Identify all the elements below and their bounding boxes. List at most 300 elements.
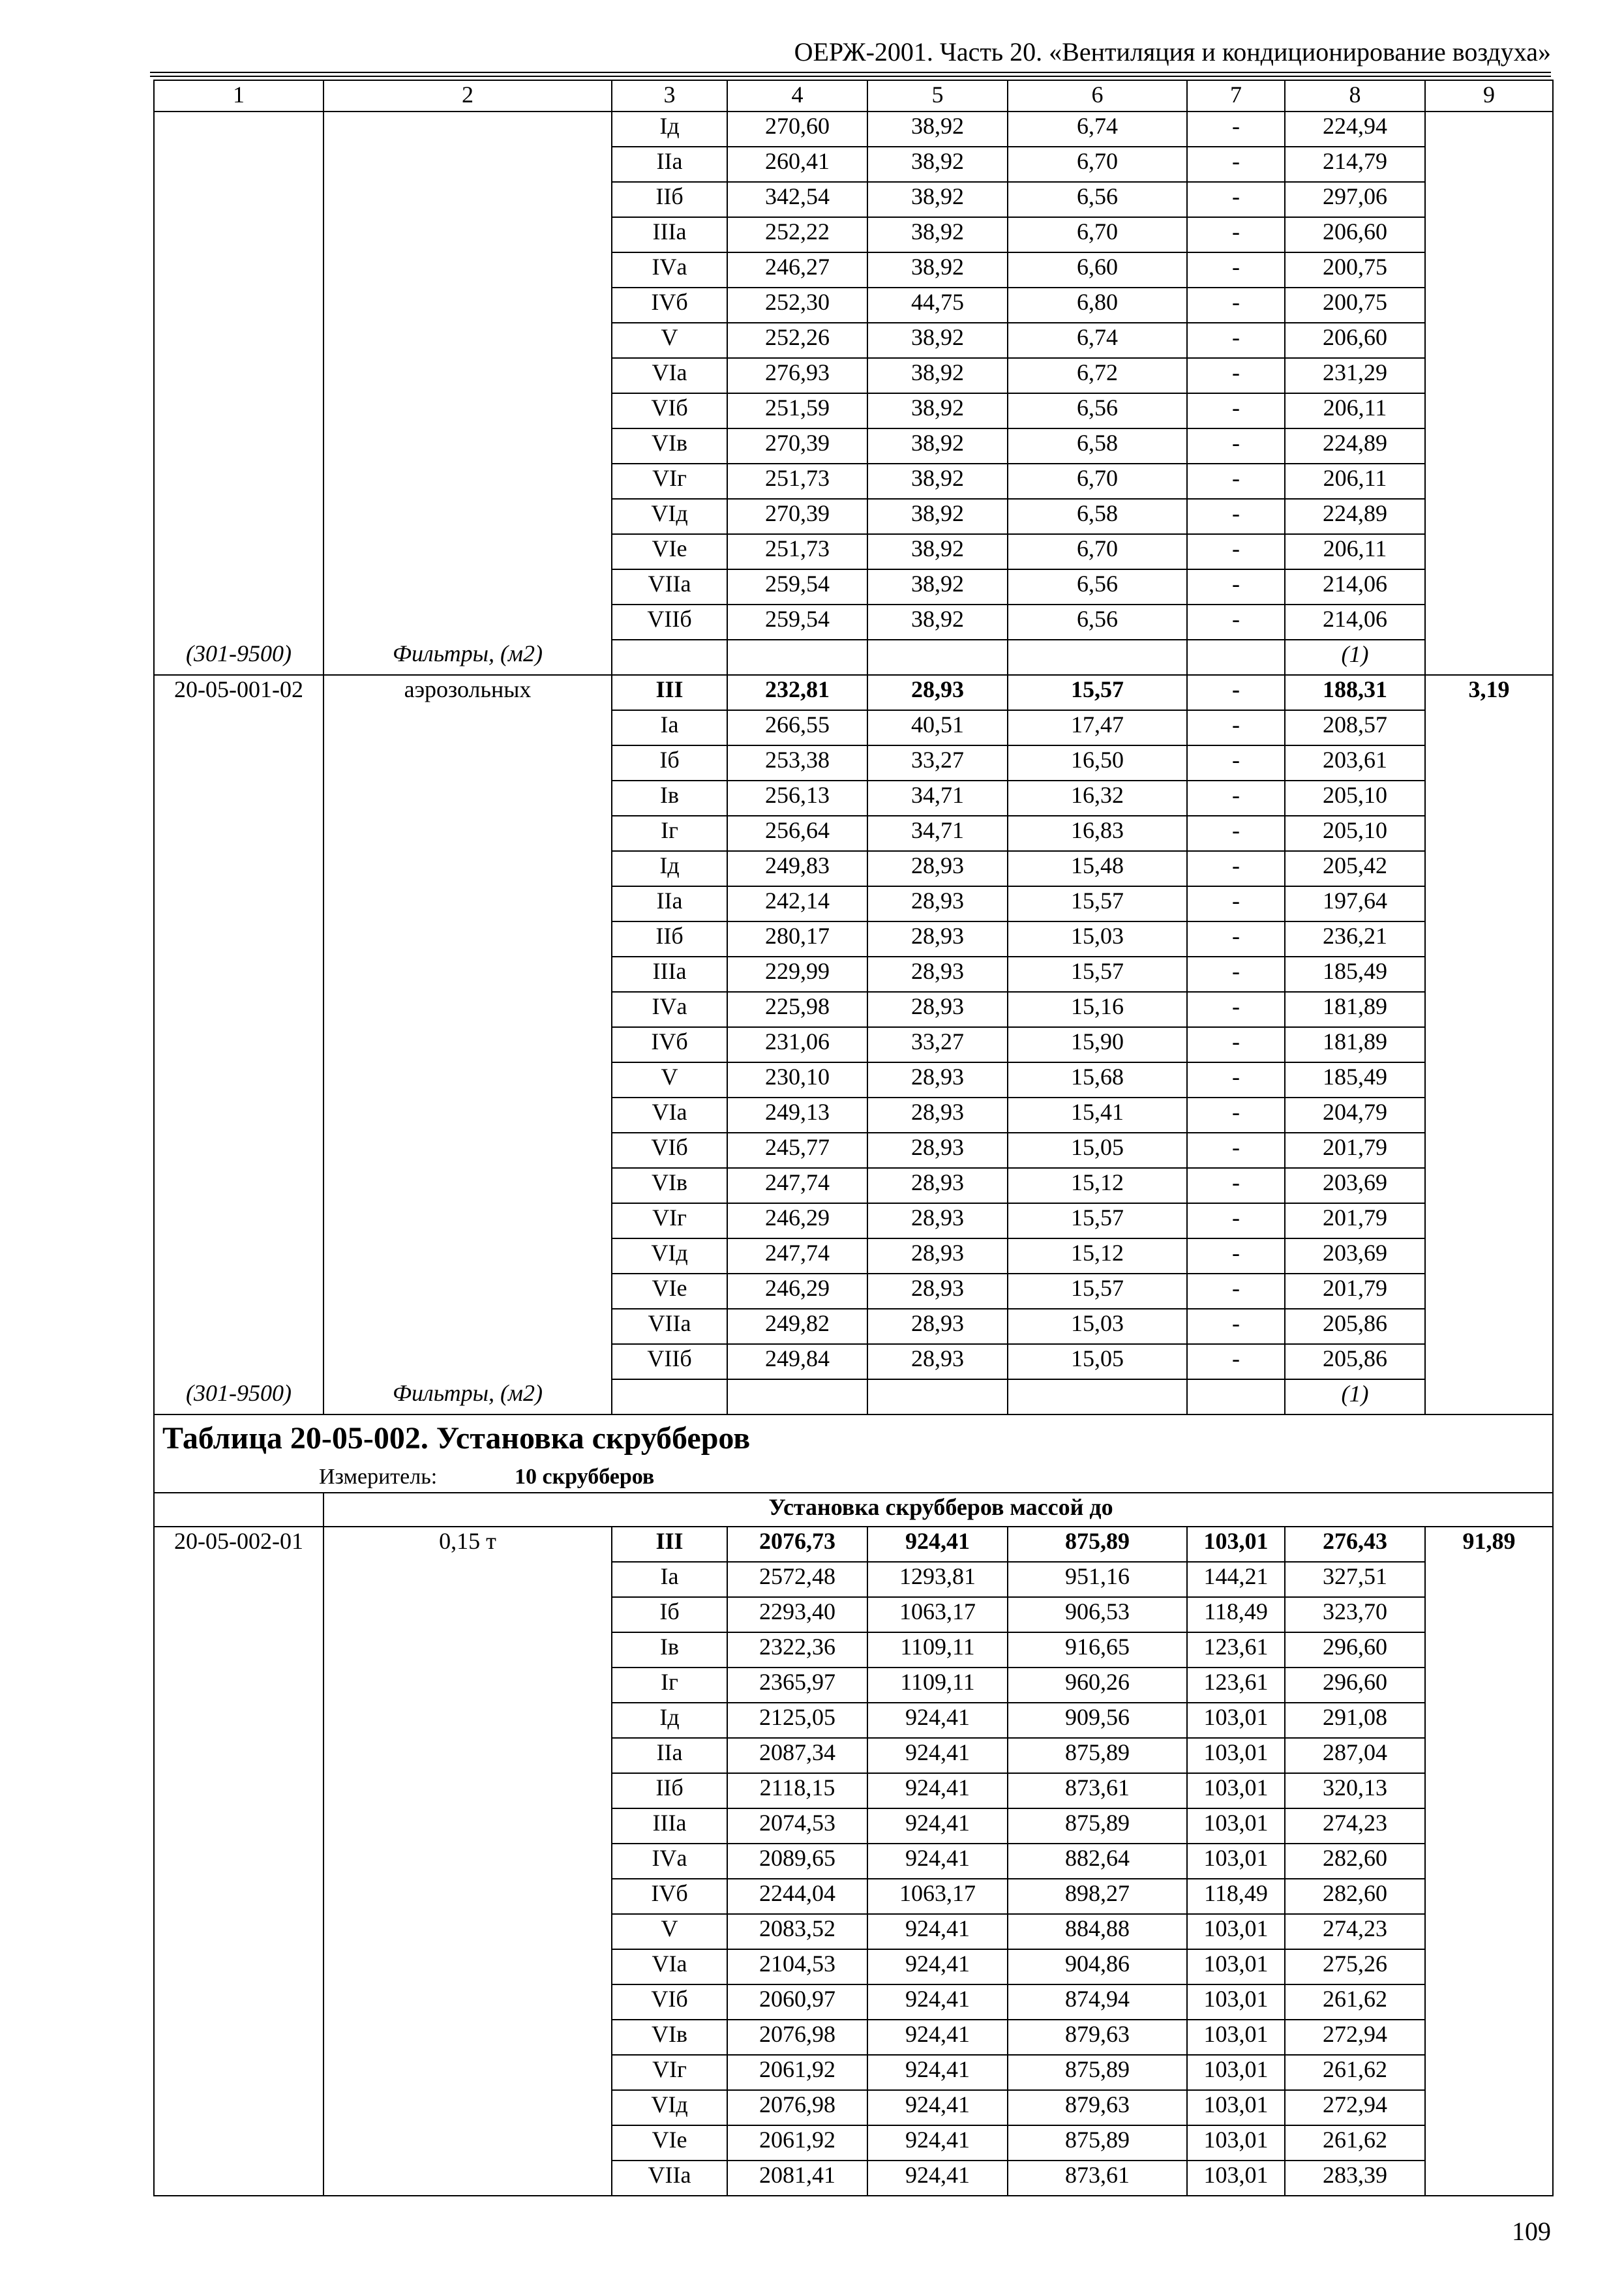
name-cell: аэрозольных <box>323 675 612 710</box>
wages-cell: 38,92 <box>867 569 1008 605</box>
zone-cell: Iд <box>612 1703 727 1738</box>
zone-cell: VIе <box>612 2125 727 2161</box>
name-cell <box>323 1738 612 1773</box>
machinist-wages-cell: - <box>1187 886 1285 921</box>
machinist-wages-cell: - <box>1187 992 1285 1027</box>
machines-cell: 875,89 <box>1008 2055 1187 2090</box>
name-cell <box>323 1274 612 1309</box>
zone-cell: Iб <box>612 1597 727 1632</box>
wages-cell: 38,92 <box>867 323 1008 358</box>
zone-cell: VIIа <box>612 1309 727 1344</box>
labor-cell <box>1425 1098 1553 1133</box>
machinist-wages-cell: - <box>1187 358 1285 393</box>
code-cell <box>154 2125 323 2161</box>
machines-cell: 875,89 <box>1008 1808 1187 1844</box>
machines-cell: 906,53 <box>1008 1597 1187 1632</box>
table-row <box>154 851 1553 886</box>
wages-cell: 28,93 <box>867 921 1008 957</box>
machines-cell: 15,57 <box>1008 886 1187 921</box>
machinist-wages-cell: - <box>1187 534 1285 569</box>
zone-cell: VIв <box>612 1168 727 1203</box>
name-cell <box>323 1062 612 1098</box>
column-number: 2 <box>323 80 612 112</box>
labor-cell: 91,89 <box>1425 1527 1553 1562</box>
materials-cell: 282,60 <box>1285 1844 1425 1879</box>
wages-cell: 924,41 <box>867 1527 1008 1562</box>
empty-cell <box>867 640 1008 675</box>
wages-cell: 924,41 <box>867 1949 1008 1984</box>
cost-total-cell: 2118,15 <box>727 1773 867 1808</box>
zone-cell: Iа <box>612 710 727 745</box>
name-cell <box>323 816 612 851</box>
code-cell <box>154 921 323 957</box>
materials-cell: 185,49 <box>1285 1062 1425 1098</box>
labor-cell <box>1425 1773 1553 1808</box>
column-number: 5 <box>867 80 1008 112</box>
code-cell <box>154 112 323 147</box>
materials-cell: 206,11 <box>1285 534 1425 569</box>
wages-cell: 1109,11 <box>867 1668 1008 1703</box>
machinist-wages-cell: - <box>1187 217 1285 252</box>
code-cell <box>154 816 323 851</box>
wages-cell: 924,41 <box>867 1984 1008 2020</box>
cost-total-cell: 256,13 <box>727 781 867 816</box>
wages-cell: 924,41 <box>867 2125 1008 2161</box>
machines-cell: 904,86 <box>1008 1949 1187 1984</box>
machinist-wages-cell: - <box>1187 1238 1285 1274</box>
materials-cell: 205,10 <box>1285 781 1425 816</box>
machinist-wages-cell: - <box>1187 569 1285 605</box>
table-row <box>154 1527 1553 1562</box>
table-row <box>154 1027 1553 1062</box>
table-row <box>154 2125 1553 2161</box>
machines-cell: 909,56 <box>1008 1703 1187 1738</box>
labor-cell <box>1425 217 1553 252</box>
zone-cell: VIд <box>612 499 727 534</box>
table-body <box>154 80 1553 2196</box>
wages-cell: 1293,81 <box>867 1562 1008 1597</box>
materials-cell: 327,51 <box>1285 1562 1425 1597</box>
machines-cell: 15,57 <box>1008 957 1187 992</box>
machinist-wages-cell: - <box>1187 675 1285 710</box>
table-row <box>154 1879 1553 1914</box>
labor-cell <box>1425 1062 1553 1098</box>
machinist-wages-cell: - <box>1187 957 1285 992</box>
name-cell <box>323 428 612 464</box>
cost-total-cell: 230,10 <box>727 1062 867 1098</box>
wages-cell: 924,41 <box>867 2161 1008 2196</box>
machinist-wages-cell: - <box>1187 605 1285 640</box>
machines-cell: 6,72 <box>1008 358 1187 393</box>
materials-cell: 261,62 <box>1285 2125 1425 2161</box>
code-cell <box>154 2161 323 2196</box>
table-title-cell <box>154 1414 1553 1493</box>
name-cell <box>323 1133 612 1168</box>
materials-cell: 224,89 <box>1285 499 1425 534</box>
cost-total-cell: 252,26 <box>727 323 867 358</box>
cost-total-cell: 249,84 <box>727 1344 867 1379</box>
meter-value: 10 скрубберов <box>515 1465 655 1489</box>
zone-cell: VIIб <box>612 605 727 640</box>
machinist-wages-cell: 103,01 <box>1187 1527 1285 1562</box>
zone-cell: IIIа <box>612 217 727 252</box>
name-cell <box>323 217 612 252</box>
code-cell <box>154 1949 323 1984</box>
table-row <box>154 1597 1553 1632</box>
wages-cell: 33,27 <box>867 1027 1008 1062</box>
name-cell <box>323 288 612 323</box>
cost-total-cell: 2060,97 <box>727 1984 867 2020</box>
zone-cell: V <box>612 323 727 358</box>
machinist-wages-cell: - <box>1187 393 1285 428</box>
zone-cell: IIб <box>612 921 727 957</box>
zone-cell: VIе <box>612 1274 727 1309</box>
code-cell <box>154 288 323 323</box>
labor-cell: 3,19 <box>1425 675 1553 710</box>
zone-cell: III <box>612 1527 727 1562</box>
cost-total-cell: 2076,98 <box>727 2020 867 2055</box>
zone-cell: VIа <box>612 358 727 393</box>
zone-cell: Iв <box>612 1632 727 1668</box>
materials-cell: 197,64 <box>1285 886 1425 921</box>
labor-cell <box>1425 1984 1553 2020</box>
column-number-row <box>154 80 1553 112</box>
name-cell <box>323 745 612 781</box>
table-row <box>154 2020 1553 2055</box>
materials-cell: 323,70 <box>1285 1597 1425 1632</box>
table-row <box>154 147 1553 182</box>
wages-cell: 44,75 <box>867 288 1008 323</box>
machinist-wages-cell: 103,01 <box>1187 2090 1285 2125</box>
name-cell <box>323 1562 612 1597</box>
machinist-wages-cell: - <box>1187 499 1285 534</box>
wages-cell: 38,92 <box>867 605 1008 640</box>
zone-cell: VIIа <box>612 569 727 605</box>
materials-cell: 275,26 <box>1285 1949 1425 1984</box>
machines-cell: 6,70 <box>1008 534 1187 569</box>
machines-cell: 6,70 <box>1008 147 1187 182</box>
cost-total-cell: 260,41 <box>727 147 867 182</box>
table-row <box>154 252 1553 288</box>
labor-cell <box>1425 2020 1553 2055</box>
name-cell <box>323 1808 612 1844</box>
table-title-row <box>154 1414 1553 1493</box>
materials-cell: 231,29 <box>1285 358 1425 393</box>
labor-cell <box>1425 921 1553 957</box>
labor-cell <box>1425 2161 1553 2196</box>
cost-total-cell: 2083,52 <box>727 1914 867 1949</box>
machinist-wages-cell: - <box>1187 252 1285 288</box>
wages-cell: 38,92 <box>867 464 1008 499</box>
machinist-wages-cell: 123,61 <box>1187 1668 1285 1703</box>
materials-cell: 201,79 <box>1285 1274 1425 1309</box>
materials-cell: 236,21 <box>1285 921 1425 957</box>
table-row <box>154 217 1553 252</box>
machines-cell: 6,60 <box>1008 252 1187 288</box>
materials-cell: 203,61 <box>1285 745 1425 781</box>
cost-total-cell: 256,64 <box>727 816 867 851</box>
zone-cell: VIа <box>612 1949 727 1984</box>
labor-cell <box>1425 816 1553 851</box>
code-cell <box>154 252 323 288</box>
machines-cell: 15,57 <box>1008 675 1187 710</box>
machines-cell: 15,16 <box>1008 992 1187 1027</box>
empty-cell <box>1425 640 1553 675</box>
cost-total-cell: 225,98 <box>727 992 867 1027</box>
labor-cell <box>1425 2090 1553 2125</box>
wages-cell: 924,41 <box>867 1808 1008 1844</box>
wages-cell: 28,93 <box>867 992 1008 1027</box>
machines-cell: 873,61 <box>1008 1773 1187 1808</box>
materials-cell: 181,89 <box>1285 992 1425 1027</box>
code-cell <box>154 605 323 640</box>
code-cell <box>154 1274 323 1309</box>
materials-cell: 283,39 <box>1285 2161 1425 2196</box>
labor-cell <box>1425 710 1553 745</box>
code-cell <box>154 1703 323 1738</box>
machinist-wages-cell: 103,01 <box>1187 2161 1285 2196</box>
materials-cell: 272,94 <box>1285 2090 1425 2125</box>
materials-cell: 261,62 <box>1285 2055 1425 2090</box>
header-rule <box>150 72 1551 77</box>
machines-cell: 6,56 <box>1008 393 1187 428</box>
wages-cell: 38,92 <box>867 112 1008 147</box>
unit-code-cell: (301-9500) <box>154 1379 323 1414</box>
machinist-wages-cell: 103,01 <box>1187 1703 1285 1738</box>
machines-cell: 15,12 <box>1008 1168 1187 1203</box>
zone-cell: IVб <box>612 1879 727 1914</box>
name-cell <box>323 957 612 992</box>
name-cell <box>323 534 612 569</box>
table-row <box>154 1309 1553 1344</box>
code-cell <box>154 1133 323 1168</box>
column-number: 1 <box>154 80 323 112</box>
labor-cell <box>1425 2125 1553 2161</box>
materials-cell: 206,11 <box>1285 393 1425 428</box>
machines-cell: 15,57 <box>1008 1274 1187 1309</box>
meter-label: Измеритель: <box>319 1465 438 1489</box>
cost-total-cell: 245,77 <box>727 1133 867 1168</box>
name-cell <box>323 569 612 605</box>
cost-total-cell: 246,27 <box>727 252 867 288</box>
machines-cell: 15,05 <box>1008 1133 1187 1168</box>
code-cell <box>154 2090 323 2125</box>
labor-cell <box>1425 393 1553 428</box>
machinist-wages-cell: - <box>1187 1062 1285 1098</box>
cost-total-cell: 2293,40 <box>727 1597 867 1632</box>
machinist-wages-cell: 103,01 <box>1187 1773 1285 1808</box>
labor-cell <box>1425 534 1553 569</box>
zone-cell: Iг <box>612 1668 727 1703</box>
cost-total-cell: 249,13 <box>727 1098 867 1133</box>
table-row <box>154 1098 1553 1133</box>
name-cell <box>323 886 612 921</box>
machinist-wages-cell: - <box>1187 428 1285 464</box>
wages-cell: 28,93 <box>867 886 1008 921</box>
labor-cell <box>1425 886 1553 921</box>
cost-total-cell: 242,14 <box>727 886 867 921</box>
cost-total-cell: 342,54 <box>727 182 867 217</box>
zone-cell: IVб <box>612 288 727 323</box>
code-cell <box>154 1984 323 2020</box>
machines-cell: 6,80 <box>1008 288 1187 323</box>
machinist-wages-cell: - <box>1187 288 1285 323</box>
machines-cell: 17,47 <box>1008 710 1187 745</box>
name-cell <box>323 1027 612 1062</box>
cost-total-cell: 2087,34 <box>727 1738 867 1773</box>
labor-cell <box>1425 992 1553 1027</box>
name-cell <box>323 1309 612 1344</box>
machinist-wages-cell: - <box>1187 464 1285 499</box>
machinist-wages-cell: 103,01 <box>1187 1914 1285 1949</box>
code-cell <box>154 182 323 217</box>
machinist-wages-cell: 118,49 <box>1187 1879 1285 1914</box>
machines-cell: 875,89 <box>1008 1527 1187 1562</box>
table-row <box>154 1632 1553 1668</box>
unit-row <box>154 1379 1553 1414</box>
materials-cell: 287,04 <box>1285 1738 1425 1773</box>
code-cell <box>154 1062 323 1098</box>
empty-cell <box>1187 1379 1285 1414</box>
wages-cell: 34,71 <box>867 816 1008 851</box>
labor-cell <box>1425 1808 1553 1844</box>
zone-cell: IIIа <box>612 1808 727 1844</box>
cost-total-cell: 249,82 <box>727 1309 867 1344</box>
zone-cell: Iб <box>612 745 727 781</box>
code-cell <box>154 217 323 252</box>
labor-cell <box>1425 1562 1553 1597</box>
table-row <box>154 534 1553 569</box>
machinist-wages-cell: 103,01 <box>1187 1844 1285 1879</box>
cost-total-cell: 247,74 <box>727 1168 867 1203</box>
machines-cell: 15,90 <box>1008 1027 1187 1062</box>
table-row <box>154 393 1553 428</box>
materials-cell: 205,86 <box>1285 1344 1425 1379</box>
materials-cell: 204,79 <box>1285 1098 1425 1133</box>
zone-cell: VIв <box>612 2020 727 2055</box>
materials-cell: 296,60 <box>1285 1668 1425 1703</box>
labor-cell <box>1425 1238 1553 1274</box>
machinist-wages-cell: - <box>1187 1027 1285 1062</box>
wages-cell: 34,71 <box>867 781 1008 816</box>
code-cell <box>154 886 323 921</box>
cost-total-cell: 253,38 <box>727 745 867 781</box>
name-cell <box>323 781 612 816</box>
labor-cell <box>1425 1632 1553 1668</box>
name-cell <box>323 112 612 147</box>
labor-cell <box>1425 147 1553 182</box>
name-cell <box>323 2161 612 2196</box>
wages-cell: 924,41 <box>867 2020 1008 2055</box>
code-cell <box>154 393 323 428</box>
machinist-wages-cell: - <box>1187 1309 1285 1344</box>
machines-cell: 6,56 <box>1008 182 1187 217</box>
name-cell <box>323 1668 612 1703</box>
name-cell: 0,15 т <box>323 1527 612 1562</box>
table-row <box>154 1168 1553 1203</box>
labor-cell <box>1425 112 1553 147</box>
machinist-wages-cell: - <box>1187 745 1285 781</box>
code-cell <box>154 499 323 534</box>
cost-total-cell: 280,17 <box>727 921 867 957</box>
name-cell <box>323 252 612 288</box>
table-row <box>154 1914 1553 1949</box>
zone-cell: VIд <box>612 2090 727 2125</box>
wages-cell: 38,92 <box>867 217 1008 252</box>
name-cell <box>323 393 612 428</box>
code-cell <box>154 1562 323 1597</box>
labor-cell <box>1425 745 1553 781</box>
cost-total-cell: 2076,98 <box>727 2090 867 2125</box>
column-number: 8 <box>1285 80 1425 112</box>
labor-cell <box>1425 1027 1553 1062</box>
machinist-wages-cell: 144,21 <box>1187 1562 1285 1597</box>
empty-cell <box>612 640 727 675</box>
wages-cell: 38,92 <box>867 252 1008 288</box>
table-row <box>154 323 1553 358</box>
labor-cell <box>1425 428 1553 464</box>
cost-total-cell: 2061,92 <box>727 2125 867 2161</box>
labor-cell <box>1425 1949 1553 1984</box>
code-cell <box>154 1632 323 1668</box>
labor-cell <box>1425 464 1553 499</box>
labor-cell <box>1425 1879 1553 1914</box>
name-cell <box>323 2090 612 2125</box>
code-cell <box>154 1808 323 1844</box>
zone-cell: V <box>612 1914 727 1949</box>
table-row <box>154 1562 1553 1597</box>
materials-cell: 185,49 <box>1285 957 1425 992</box>
materials-cell: 201,79 <box>1285 1133 1425 1168</box>
machines-cell: 6,74 <box>1008 112 1187 147</box>
code-cell <box>154 1879 323 1914</box>
zone-cell: Iв <box>612 781 727 816</box>
labor-cell <box>1425 1274 1553 1309</box>
machines-cell: 15,05 <box>1008 1344 1187 1379</box>
empty-cell <box>1187 640 1285 675</box>
cost-total-cell: 246,29 <box>727 1274 867 1309</box>
unit-name-cell: Фильтры, (м2) <box>323 640 612 675</box>
machinist-wages-cell: - <box>1187 921 1285 957</box>
cost-total-cell: 2104,53 <box>727 1949 867 1984</box>
cost-total-cell: 247,74 <box>727 1238 867 1274</box>
wages-cell: 28,93 <box>867 675 1008 710</box>
zone-cell: VIб <box>612 393 727 428</box>
column-number: 9 <box>1425 80 1553 112</box>
wages-cell: 38,92 <box>867 358 1008 393</box>
labor-cell <box>1425 1703 1553 1738</box>
table-row <box>154 605 1553 640</box>
materials-cell: 181,89 <box>1285 1027 1425 1062</box>
zone-cell: VIIб <box>612 1344 727 1379</box>
cost-total-cell: 2572,48 <box>727 1562 867 1597</box>
zone-cell: IVа <box>612 252 727 288</box>
name-cell <box>323 1098 612 1133</box>
name-cell <box>323 1773 612 1808</box>
labor-cell <box>1425 1738 1553 1773</box>
machinist-wages-cell: 123,61 <box>1187 1632 1285 1668</box>
wages-cell: 1063,17 <box>867 1879 1008 1914</box>
materials-cell: 282,60 <box>1285 1879 1425 1914</box>
materials-cell: 274,23 <box>1285 1914 1425 1949</box>
machines-cell: 6,70 <box>1008 464 1187 499</box>
machinist-wages-cell: - <box>1187 112 1285 147</box>
code-cell <box>154 1738 323 1773</box>
materials-cell: 297,06 <box>1285 182 1425 217</box>
name-cell <box>323 1949 612 1984</box>
table-row <box>154 2161 1553 2196</box>
machinist-wages-cell: 103,01 <box>1187 1984 1285 2020</box>
